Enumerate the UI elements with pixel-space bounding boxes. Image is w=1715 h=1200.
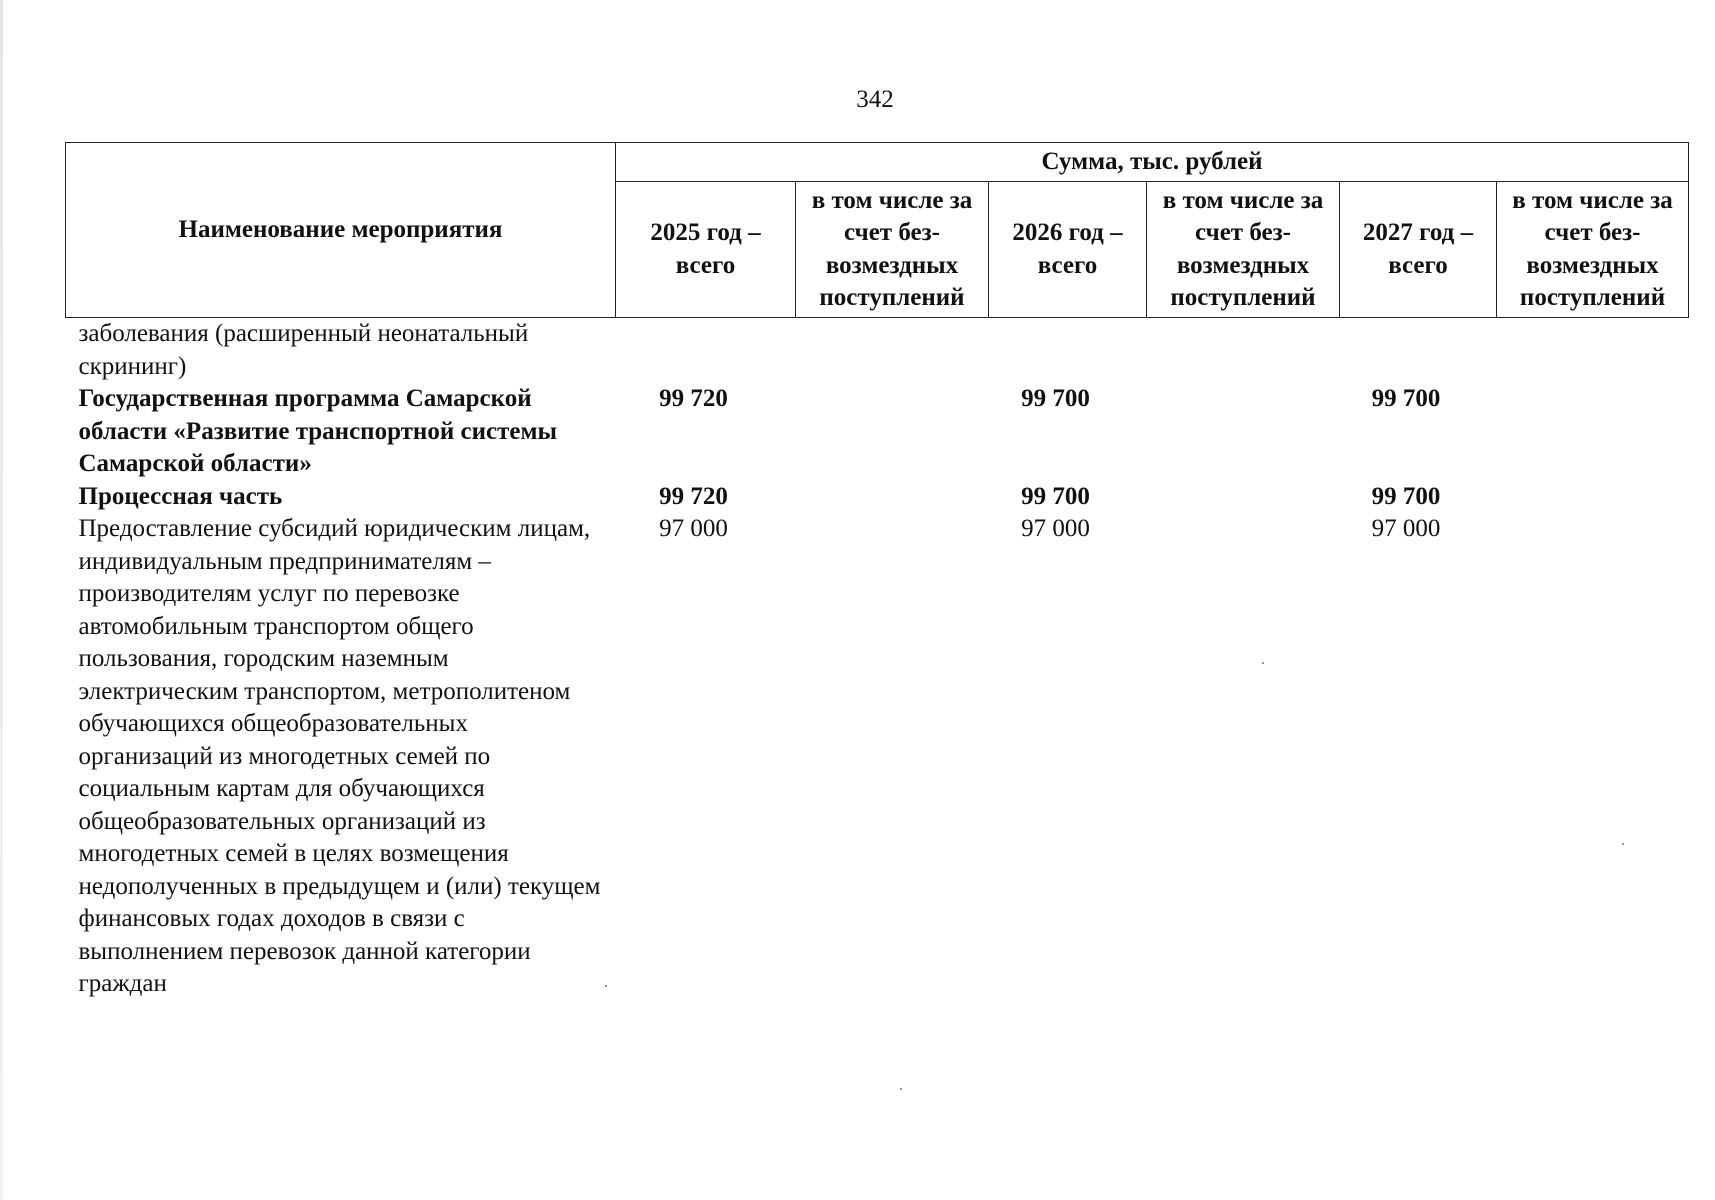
activity-name: заболевания (расширенный неонатальный скрининг) bbox=[78, 320, 529, 380]
header-2027-grants: в том числе за счет без- возмездных поступлений bbox=[1497, 182, 1689, 318]
value-2027-grants bbox=[1497, 513, 1689, 1001]
scan-speck bbox=[605, 985, 607, 987]
value-2025-grants bbox=[796, 513, 989, 1001]
header-2026-grants: в том числе за счет без- возмездных поступлений bbox=[1147, 182, 1340, 318]
value-2026-grants bbox=[1147, 318, 1340, 384]
value-2027-grants bbox=[1497, 383, 1689, 481]
header-2025-total: 2025 год – всего bbox=[616, 182, 796, 318]
header-2025-grants: в том числе за счет без- возмездных поступлений bbox=[796, 182, 989, 318]
header-amount-group: Сумма, тыс. рублей bbox=[616, 143, 1689, 182]
scan-speck bbox=[1622, 843, 1624, 845]
value-2026-grants bbox=[1147, 513, 1340, 1001]
value-2027-total: 99 700 bbox=[1371, 385, 1441, 412]
table-row bbox=[66, 481, 1689, 514]
table-header bbox=[66, 143, 1689, 318]
value-2025-total: 99 720 bbox=[659, 482, 728, 510]
value-2026-total: 99 700 bbox=[1021, 482, 1090, 510]
scan-edge-shadow bbox=[0, 0, 3, 1200]
header-2027-total: 2027 год – всего bbox=[1340, 182, 1497, 318]
value-2027-grants bbox=[1497, 481, 1689, 514]
page-number: 342 bbox=[856, 86, 894, 113]
value-2025-grants bbox=[796, 481, 989, 514]
table-row bbox=[66, 318, 1689, 384]
table-row bbox=[66, 383, 1689, 481]
value-2026-grants bbox=[1147, 481, 1340, 514]
value-2025-total bbox=[616, 318, 796, 384]
activity-name: Процессная часть bbox=[78, 482, 283, 510]
budget-table bbox=[65, 142, 1689, 1001]
value-2026-grants bbox=[1147, 383, 1340, 481]
value-2026-total bbox=[989, 318, 1147, 384]
header-activity-name: Наименование мероприятия bbox=[66, 143, 616, 318]
table-body bbox=[66, 318, 1689, 1001]
value-2027-total: 99 700 bbox=[1371, 482, 1441, 510]
value-2027-total bbox=[1340, 318, 1497, 384]
value-2025-grants bbox=[796, 383, 989, 481]
value-2025-grants bbox=[796, 318, 989, 384]
scan-speck bbox=[1262, 662, 1264, 664]
value-2026-total: 99 700 bbox=[1021, 385, 1090, 412]
activity-name: Государственная программа Самарской области «Развитие транспортной системы Самарской области» bbox=[78, 385, 558, 477]
value-2026-total: 97 000 bbox=[1021, 515, 1090, 542]
table-row bbox=[66, 513, 1689, 1001]
value-2027-total: 97 000 bbox=[1371, 515, 1441, 542]
header-2026-total: 2026 год – всего bbox=[989, 182, 1147, 318]
scan-speck bbox=[900, 1088, 902, 1090]
value-2027-grants bbox=[1497, 318, 1689, 384]
value-2025-total: 99 720 bbox=[659, 385, 728, 412]
activity-name: Предоставление субсидий юридическим лицам, индивидуальным предпринимателям – производителям услуг по перевозке автомобильным транспортом общего пользования, городским наземным электрическим транспортом, метрополитеном обучающихся общеобразовательных организаций из многодетных семей по социальным картам для обучающихся общеобразовательных организаций из многодетных семей в целях возмещения недополученных в предыдущем и (или) текущем финансовых годах доходов в связи с выполнением перевозок данной категории граждан bbox=[78, 515, 601, 997]
value-2025-total: 97 000 bbox=[659, 515, 728, 542]
